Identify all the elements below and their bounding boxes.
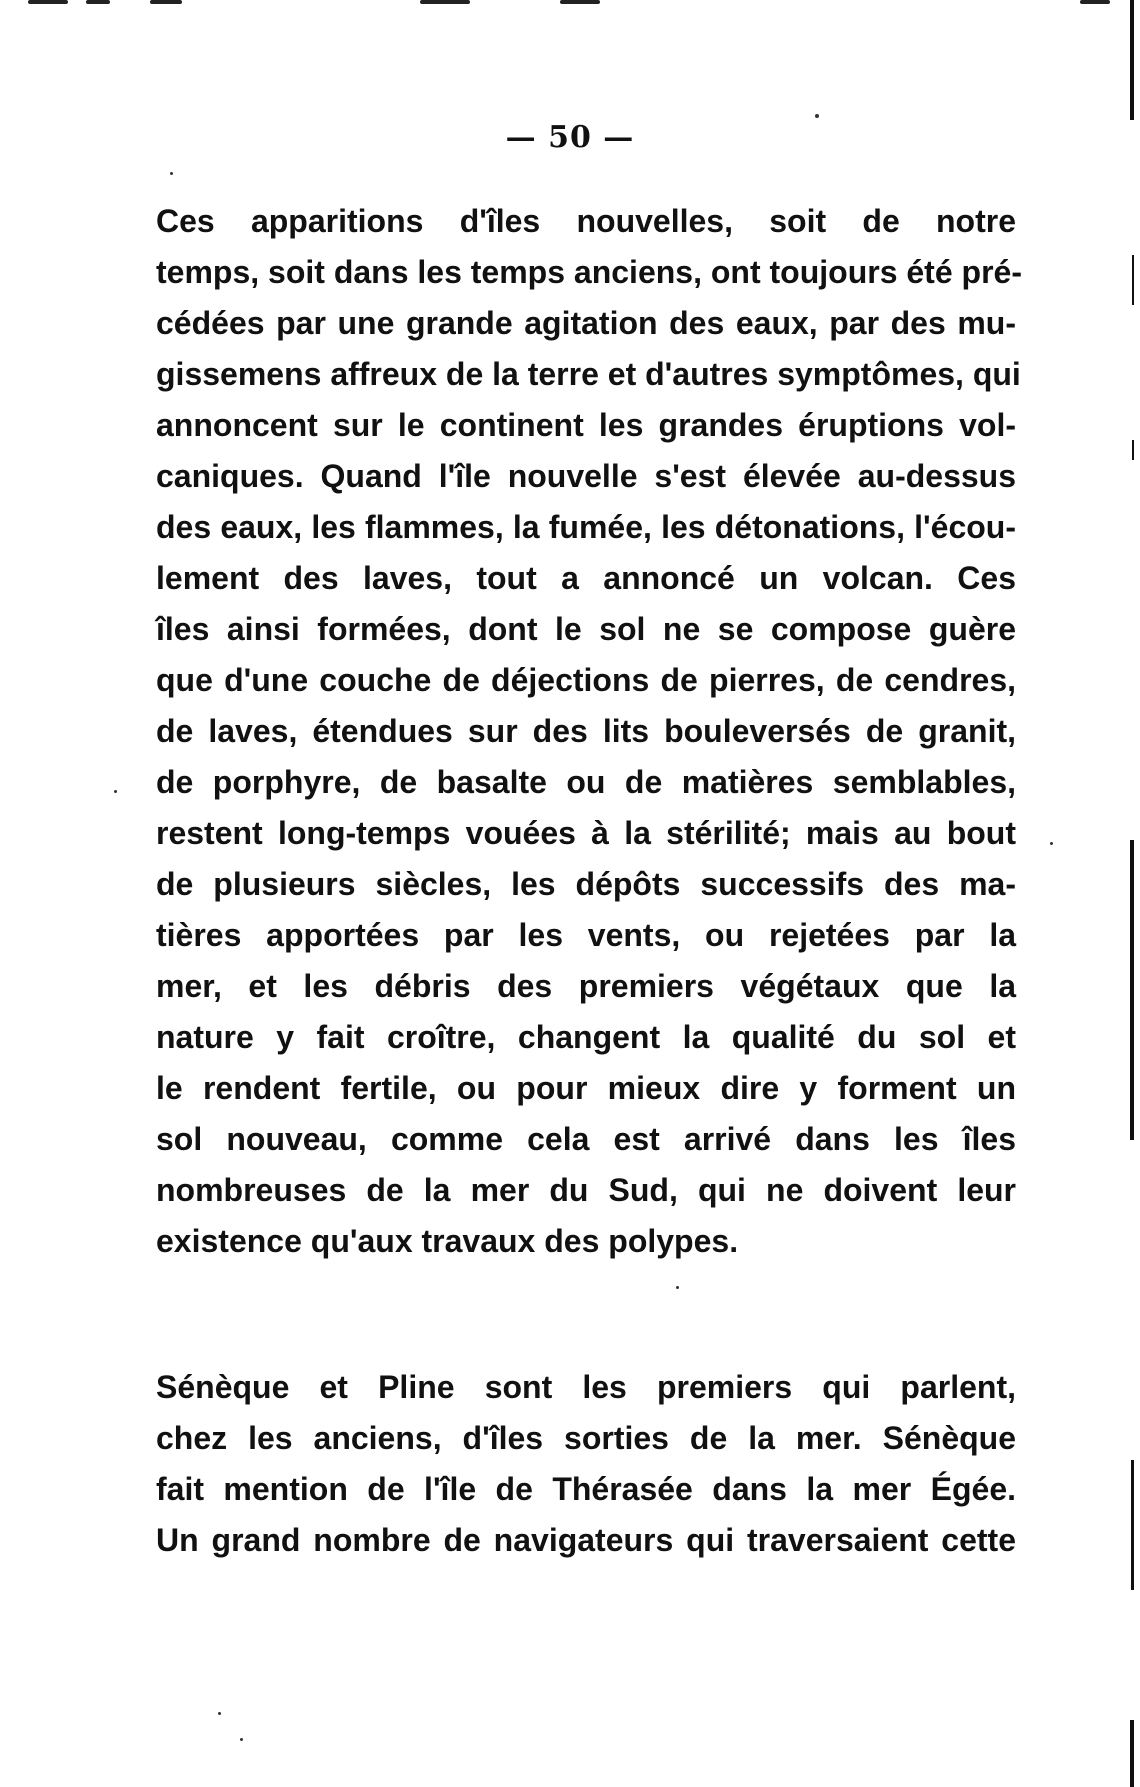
text-line: temps, soit dans les temps anciens, ont toujours été pré-	[156, 254, 1022, 290]
text-line: des eaux, les flammes, la fumée, les détonations, l'écou-	[156, 509, 1016, 545]
text-line: gissemens affreux de la terre et d'autres symptômes, qui	[156, 356, 1021, 392]
text-line: existence qu'aux travaux des polypes.	[156, 1223, 739, 1259]
text-line: lement des laves, tout a annoncé un volcan. Ces	[156, 560, 1016, 596]
text-line: annoncent sur le continent les grandes éruptions vol-	[156, 407, 1016, 443]
scan-top-edge	[0, 0, 1140, 10]
text-line: que d'une couche de déjections de pierres, de cendres,	[156, 662, 1016, 698]
text-line: chez les anciens, d'îles sorties de la mer. Sénèque	[156, 1420, 1016, 1456]
text-line: îles ainsi formées, dont le sol ne se compose guère	[156, 611, 1016, 647]
scan-speck	[114, 790, 117, 793]
text-line: le rendent fertile, ou pour mieux dire y forment un	[156, 1070, 1016, 1106]
text-line: restent long-temps vouées à la stérilité; mais au bout	[156, 815, 1016, 851]
text-line: cédées par une grande agitation des eaux, par des mu-	[156, 305, 1016, 341]
paragraph-1	[156, 196, 1022, 1267]
scan-speck	[240, 1738, 243, 1741]
scan-speck	[218, 1712, 221, 1715]
text-line: mer, et les débris des premiers végétaux que la	[156, 968, 1016, 1004]
text-line: fait mention de l'île de Thérasée dans la mer Égée.	[156, 1471, 1016, 1507]
text-line: sol nouveau, comme cela est arrivé dans les îles	[156, 1121, 1016, 1157]
text-line: caniques. Quand l'île nouvelle s'est élevée au-dessus	[156, 458, 1016, 494]
text-line: tières apportées par les vents, ou rejetées par la	[156, 917, 1016, 953]
text-line: de laves, étendues sur des lits bouleversés de granit,	[156, 713, 1016, 749]
scan-speck	[1050, 842, 1053, 845]
scan-speck	[676, 1286, 679, 1289]
scan-right-edge	[1126, 0, 1140, 1787]
page-number: — 50 —	[505, 120, 635, 155]
paragraph-2	[156, 1362, 1016, 1566]
scan-speck	[815, 114, 819, 118]
text-line: de porphyre, de basalte ou de matières semblables,	[156, 764, 1016, 800]
text-line: Un grand nombre de navigateurs qui traversaient cette	[156, 1522, 1016, 1558]
text-line: nature y fait croître, changent la qualité du sol et	[156, 1019, 1016, 1055]
text-line: Sénèque et Pline sont les premiers qui parlent,	[156, 1369, 1016, 1405]
text-line: nombreuses de la mer du Sud, qui ne doivent leur	[156, 1172, 1016, 1208]
text-line: de plusieurs siècles, les dépôts successifs des ma-	[156, 866, 1016, 902]
scan-speck	[170, 172, 173, 175]
text-line: Ces apparitions d'îles nouvelles, soit de notre	[156, 203, 1016, 239]
